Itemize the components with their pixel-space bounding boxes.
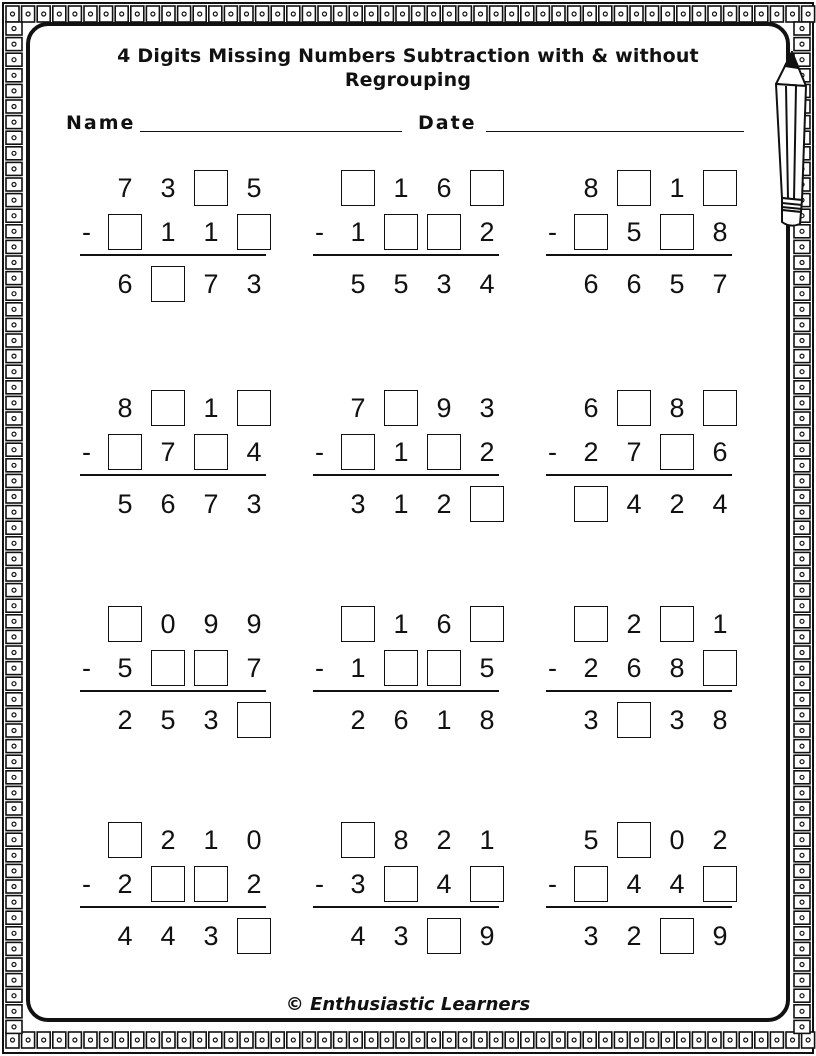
missing-digit-box[interactable] — [237, 390, 271, 426]
missing-digit-box[interactable] — [341, 170, 375, 206]
difference-row — [80, 266, 270, 306]
digit: 2 — [479, 217, 495, 247]
difference-row — [80, 486, 270, 526]
digit: 2 — [583, 653, 599, 683]
digit: 2 — [117, 705, 133, 735]
digit: 6 — [393, 705, 409, 735]
digit: 3 — [393, 921, 409, 951]
missing-digit-box[interactable] — [341, 434, 375, 470]
difference-row — [80, 918, 270, 958]
minus-sign: - — [548, 653, 557, 683]
digit: 2 — [436, 825, 452, 855]
difference-row — [546, 918, 736, 958]
missing-digit-box[interactable] — [660, 214, 694, 250]
digit: 8 — [393, 825, 409, 855]
digit: 6 — [436, 609, 452, 639]
date-line[interactable] — [486, 131, 744, 132]
digit: 7 — [246, 653, 262, 683]
minus-sign: - — [548, 437, 557, 467]
minuend-row — [80, 822, 270, 862]
digit: 7 — [712, 269, 728, 299]
minuend-row — [313, 390, 503, 430]
minus-sign: - — [548, 217, 557, 247]
digit: 6 — [160, 489, 176, 519]
minuend-row — [80, 606, 270, 646]
difference-row — [313, 266, 503, 306]
answer-line — [80, 906, 266, 908]
minuend-row — [80, 390, 270, 430]
digit: 1 — [160, 217, 176, 247]
digit: 3 — [246, 489, 262, 519]
subtraction-problem — [313, 386, 503, 536]
missing-digit-box[interactable] — [470, 486, 504, 522]
digit: 1 — [393, 489, 409, 519]
digit: 9 — [246, 609, 262, 639]
missing-digit-box[interactable] — [341, 822, 375, 858]
digit: 0 — [246, 825, 262, 855]
digit: 3 — [350, 869, 366, 899]
missing-digit-box[interactable] — [194, 650, 228, 686]
digit: 5 — [117, 489, 133, 519]
minus-sign: - — [315, 653, 324, 683]
missing-digit-box[interactable] — [427, 650, 461, 686]
difference-row — [313, 486, 503, 526]
digit: 9 — [436, 393, 452, 423]
digit: 7 — [160, 437, 176, 467]
missing-digit-box[interactable] — [237, 214, 271, 250]
name-label: Name — [66, 112, 136, 134]
subtrahend-row — [546, 650, 736, 690]
digit: 6 — [583, 393, 599, 423]
answer-line — [546, 474, 732, 476]
digit: 8 — [712, 217, 728, 247]
missing-digit-box[interactable] — [151, 866, 185, 902]
answer-line — [80, 690, 266, 692]
missing-digit-box[interactable] — [341, 606, 375, 642]
minuend-row — [546, 606, 736, 646]
missing-digit-box[interactable] — [108, 434, 142, 470]
missing-digit-box[interactable] — [703, 866, 737, 902]
copyright-footer: © Enthusiastic Learners — [285, 994, 531, 1015]
digit: 1 — [393, 437, 409, 467]
digit: 2 — [626, 609, 642, 639]
missing-digit-box[interactable] — [151, 650, 185, 686]
missing-digit-box[interactable] — [194, 434, 228, 470]
digit: 4 — [712, 489, 728, 519]
digit: 1 — [203, 393, 219, 423]
minuend-row — [546, 390, 736, 430]
digit: 1 — [203, 217, 219, 247]
missing-digit-box[interactable] — [237, 918, 271, 954]
minus-sign: - — [82, 437, 91, 467]
name-line[interactable] — [140, 131, 402, 132]
digit: 3 — [350, 489, 366, 519]
missing-digit-box[interactable] — [617, 702, 651, 738]
digit: 2 — [117, 869, 133, 899]
subtraction-problem — [80, 386, 270, 536]
missing-digit-box[interactable] — [384, 650, 418, 686]
digit: 1 — [393, 173, 409, 203]
answer-line — [546, 690, 732, 692]
pencil-icon — [768, 48, 812, 230]
missing-digit-box[interactable] — [237, 702, 271, 738]
answer-line — [313, 906, 499, 908]
answer-line — [546, 906, 732, 908]
missing-digit-box[interactable] — [574, 486, 608, 522]
digit: 3 — [583, 705, 599, 735]
worksheet-title: 4 Digits Missing Numbers Subtraction with & without Regrouping — [117, 45, 699, 91]
subtraction-problem — [80, 602, 270, 752]
subtrahend-row — [313, 866, 503, 906]
digit: 4 — [436, 869, 452, 899]
digit: 6 — [117, 269, 133, 299]
missing-digit-box[interactable] — [617, 822, 651, 858]
digit: 9 — [712, 921, 728, 951]
missing-digit-box[interactable] — [194, 170, 228, 206]
digit: 6 — [436, 173, 452, 203]
missing-digit-box[interactable] — [384, 214, 418, 250]
subtrahend-row — [80, 866, 270, 906]
subtraction-problem — [546, 386, 736, 536]
digit: 1 — [393, 609, 409, 639]
subtraction-problem — [546, 818, 736, 968]
answer-line — [313, 474, 499, 476]
digit: 8 — [583, 173, 599, 203]
minuend-row — [313, 170, 503, 210]
digit: 2 — [246, 869, 262, 899]
digit: 2 — [350, 705, 366, 735]
difference-row — [546, 266, 736, 306]
answer-line — [313, 254, 499, 256]
digit: 5 — [350, 269, 366, 299]
minuend-row — [313, 822, 503, 862]
difference-row — [546, 702, 736, 742]
subtrahend-row — [80, 214, 270, 254]
digit: 5 — [246, 173, 262, 203]
digit: 5 — [160, 705, 176, 735]
missing-digit-box[interactable] — [617, 390, 651, 426]
minus-sign: - — [82, 217, 91, 247]
digit: 1 — [350, 653, 366, 683]
digit: 3 — [436, 269, 452, 299]
digit: 2 — [583, 437, 599, 467]
digit: 1 — [436, 705, 452, 735]
subtraction-problem — [546, 602, 736, 752]
digit: 6 — [626, 653, 642, 683]
digit: 1 — [669, 173, 685, 203]
minus-sign: - — [548, 869, 557, 899]
missing-digit-box[interactable] — [427, 918, 461, 954]
digit: 4 — [626, 869, 642, 899]
digit: 5 — [117, 653, 133, 683]
missing-digit-box[interactable] — [470, 170, 504, 206]
minuend-row — [546, 822, 736, 862]
digit: 5 — [626, 217, 642, 247]
difference-row — [546, 486, 736, 526]
digit: 6 — [583, 269, 599, 299]
missing-digit-box[interactable] — [108, 606, 142, 642]
missing-digit-box[interactable] — [427, 214, 461, 250]
digit: 4 — [246, 437, 262, 467]
digit: 6 — [712, 437, 728, 467]
digit: 2 — [669, 489, 685, 519]
digit: 3 — [669, 705, 685, 735]
minus-sign: - — [315, 869, 324, 899]
digit: 7 — [350, 393, 366, 423]
missing-digit-box[interactable] — [384, 390, 418, 426]
digit: 7 — [203, 269, 219, 299]
missing-digit-box[interactable] — [660, 434, 694, 470]
date-label: Date — [418, 112, 477, 134]
missing-digit-box[interactable] — [151, 266, 185, 302]
digit: 5 — [583, 825, 599, 855]
digit: 8 — [669, 393, 685, 423]
answer-line — [313, 690, 499, 692]
digit: 4 — [626, 489, 642, 519]
minus-sign: - — [315, 217, 324, 247]
digit: 3 — [583, 921, 599, 951]
missing-digit-box[interactable] — [574, 214, 608, 250]
digit: 9 — [203, 609, 219, 639]
digit: 3 — [203, 921, 219, 951]
subtrahend-row — [313, 650, 503, 690]
digit: 9 — [479, 921, 495, 951]
digit: 4 — [160, 921, 176, 951]
digit: 5 — [669, 269, 685, 299]
missing-digit-box[interactable] — [574, 866, 608, 902]
subtraction-problem — [313, 818, 503, 968]
minuend-row — [546, 170, 736, 210]
missing-digit-box[interactable] — [703, 650, 737, 686]
digit: 3 — [160, 173, 176, 203]
digit: 8 — [117, 393, 133, 423]
missing-digit-box[interactable] — [108, 214, 142, 250]
digit: 3 — [246, 269, 262, 299]
digit: 4 — [479, 269, 495, 299]
missing-digit-box[interactable] — [703, 170, 737, 206]
digit: 7 — [626, 437, 642, 467]
subtrahend-row — [80, 650, 270, 690]
missing-digit-box[interactable] — [194, 866, 228, 902]
digit: 1 — [203, 825, 219, 855]
digit: 7 — [117, 173, 133, 203]
missing-digit-box[interactable] — [617, 170, 651, 206]
digit: 1 — [712, 609, 728, 639]
missing-digit-box[interactable] — [470, 866, 504, 902]
digit: 2 — [479, 437, 495, 467]
digit: 4 — [117, 921, 133, 951]
missing-digit-box[interactable] — [384, 866, 418, 902]
subtraction-problem — [80, 166, 270, 316]
digit: 5 — [479, 653, 495, 683]
digit: 2 — [712, 825, 728, 855]
subtrahend-row — [546, 214, 736, 254]
minus-sign: - — [82, 869, 91, 899]
missing-digit-box[interactable] — [108, 822, 142, 858]
digit: 0 — [669, 825, 685, 855]
answer-line — [80, 474, 266, 476]
missing-digit-box[interactable] — [427, 434, 461, 470]
subtrahend-row — [546, 866, 736, 906]
missing-digit-box[interactable] — [151, 390, 185, 426]
minuend-row — [313, 606, 503, 646]
digit: 8 — [479, 705, 495, 735]
digit: 2 — [436, 489, 452, 519]
subtrahend-row — [546, 434, 736, 474]
subtraction-problem — [80, 818, 270, 968]
answer-line — [546, 254, 732, 256]
answer-line — [80, 254, 266, 256]
digit: 8 — [669, 653, 685, 683]
minus-sign: - — [315, 437, 324, 467]
subtrahend-row — [313, 214, 503, 254]
difference-row — [80, 702, 270, 742]
subtraction-problem — [546, 166, 736, 316]
minuend-row — [80, 170, 270, 210]
digit: 8 — [712, 705, 728, 735]
digit: 7 — [203, 489, 219, 519]
digit: 6 — [626, 269, 642, 299]
subtraction-problem — [313, 602, 503, 752]
missing-digit-box[interactable] — [660, 918, 694, 954]
subtraction-problem — [313, 166, 503, 316]
digit: 4 — [669, 869, 685, 899]
digit: 2 — [626, 921, 642, 951]
missing-digit-box[interactable] — [660, 606, 694, 642]
digit: 5 — [393, 269, 409, 299]
digit: 0 — [160, 609, 176, 639]
difference-row — [313, 702, 503, 742]
digit: 3 — [479, 393, 495, 423]
difference-row — [313, 918, 503, 958]
missing-digit-box[interactable] — [703, 390, 737, 426]
subtrahend-row — [80, 434, 270, 474]
digit: 4 — [350, 921, 366, 951]
digit: 1 — [350, 217, 366, 247]
subtrahend-row — [313, 434, 503, 474]
missing-digit-box[interactable] — [574, 606, 608, 642]
digit: 2 — [160, 825, 176, 855]
missing-digit-box[interactable] — [470, 606, 504, 642]
minus-sign: - — [82, 653, 91, 683]
digit: 1 — [479, 825, 495, 855]
digit: 3 — [203, 705, 219, 735]
